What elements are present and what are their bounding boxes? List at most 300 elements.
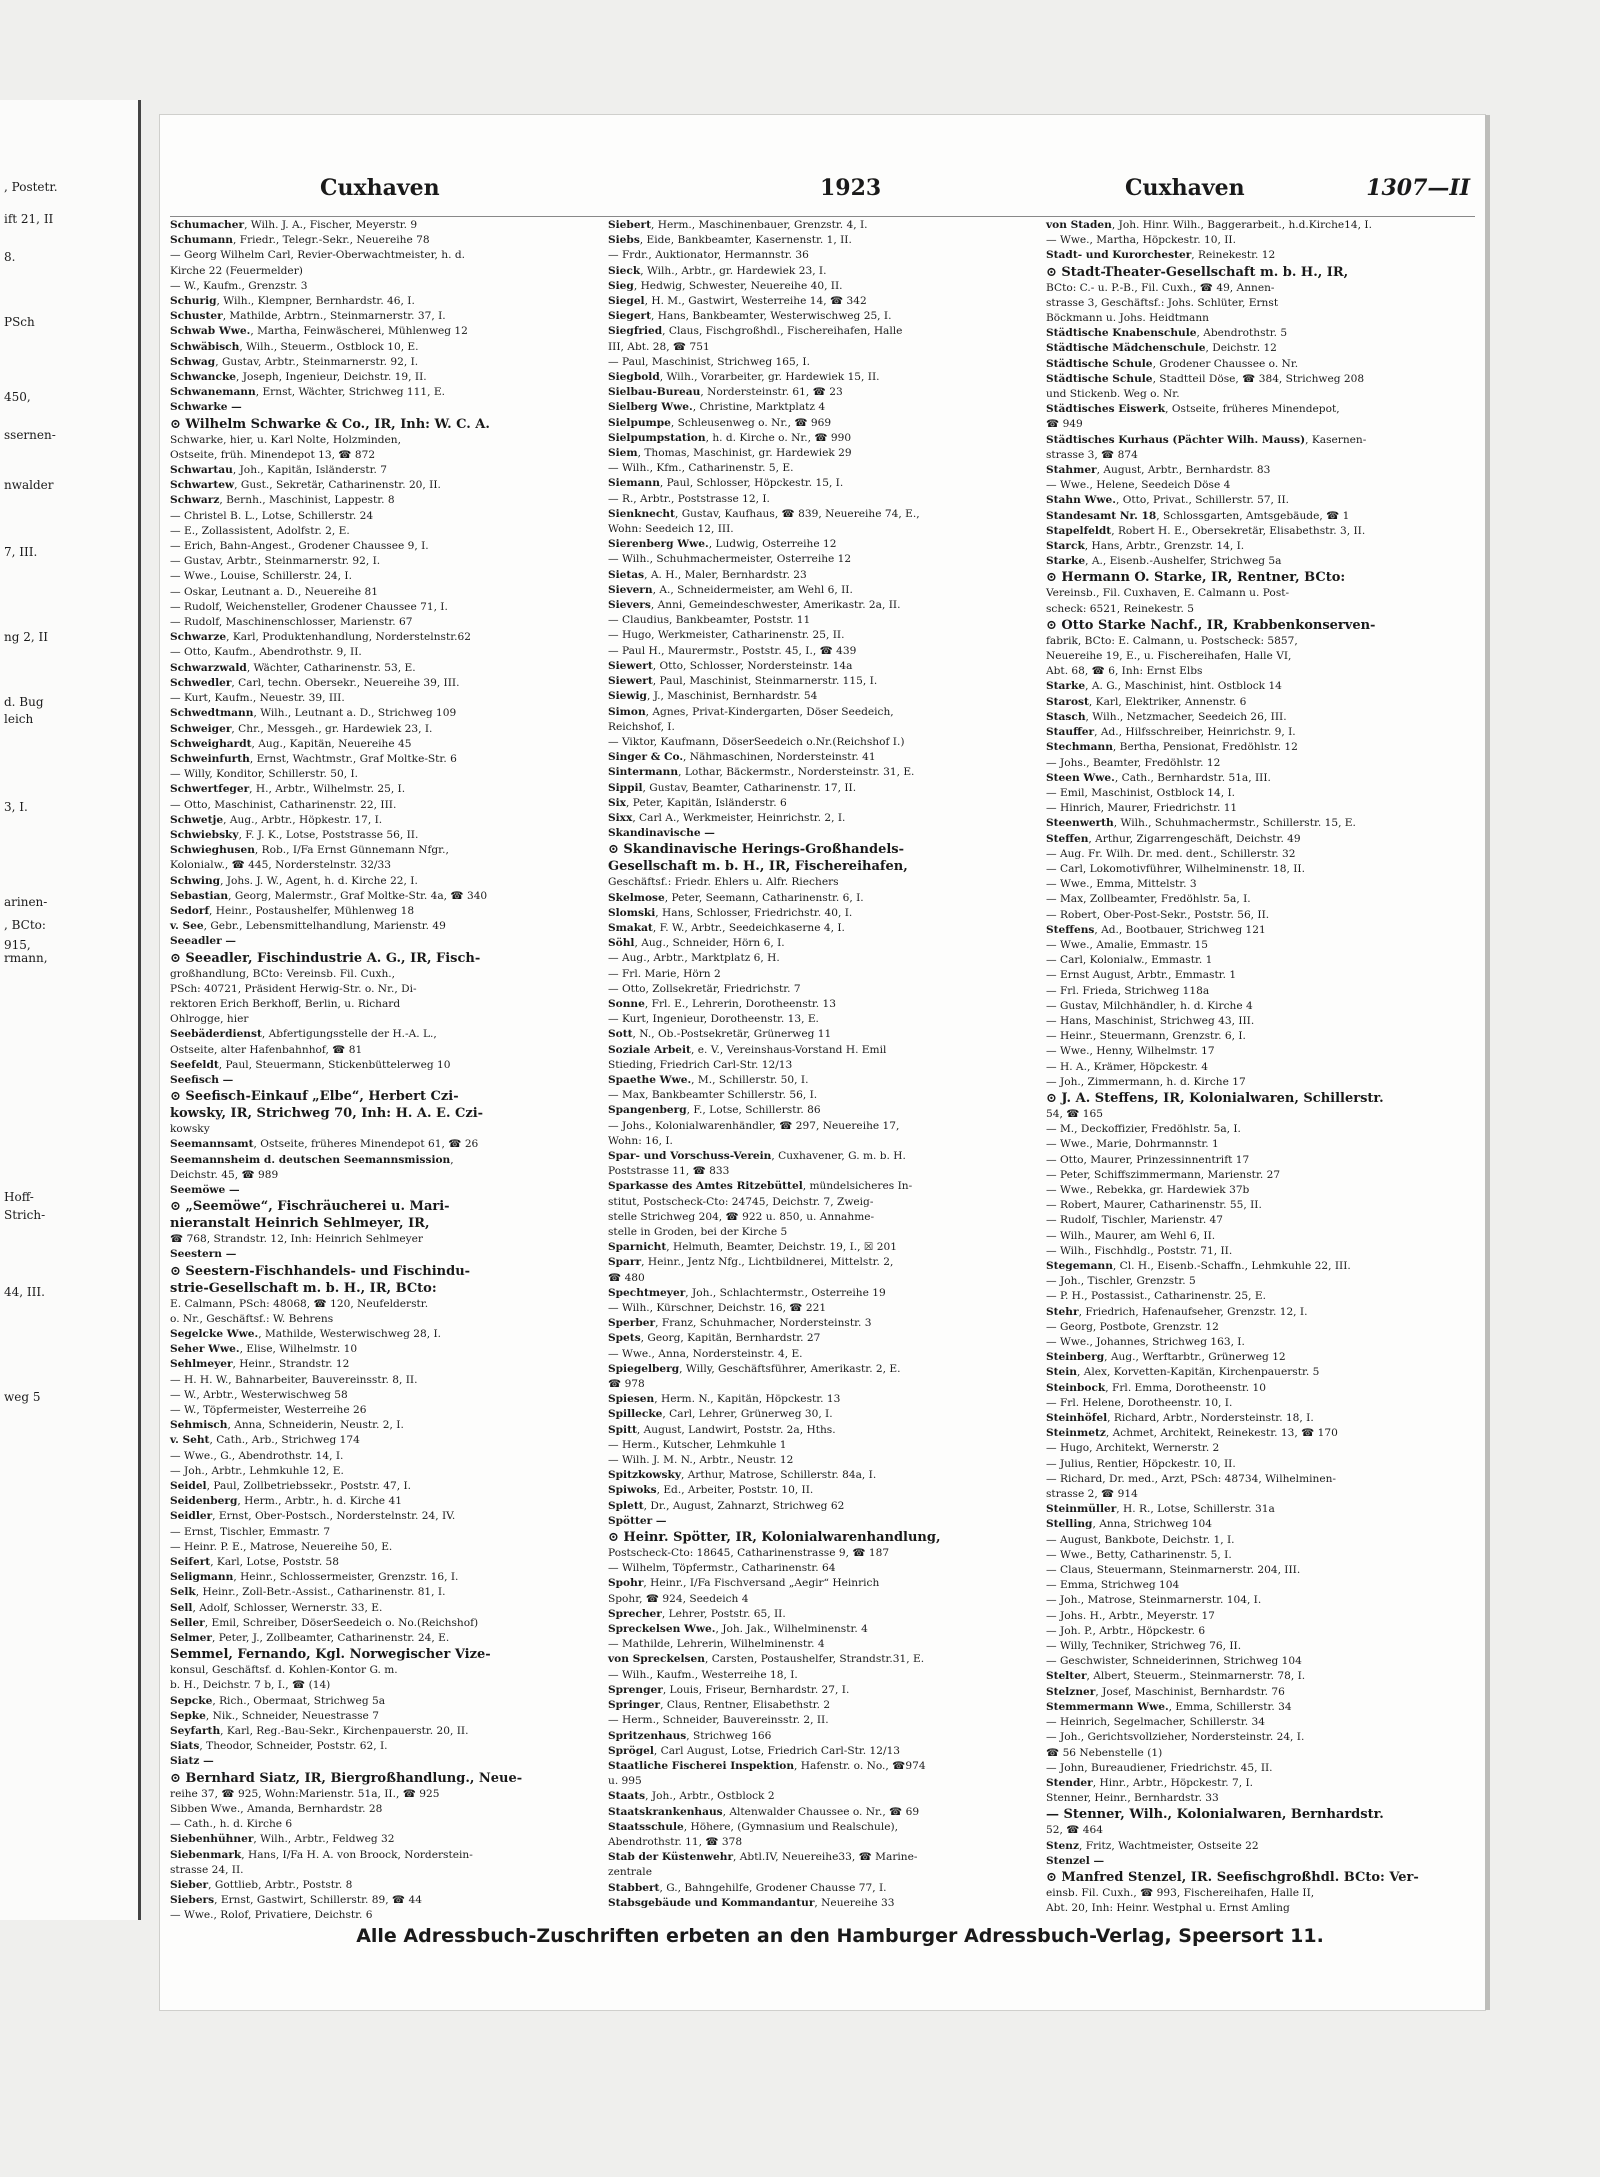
- fragment-text: rmann,: [4, 951, 48, 965]
- directory-entry: — Otto, Maschinist, Catharinenstr. 22, III.: [170, 798, 397, 811]
- directory-entry: Sielpumpstation, h. d. Kirche o. Nr., ☎ 990: [608, 431, 852, 444]
- directory-entry: ☎ 949: [1046, 418, 1083, 431]
- directory-entry: Sott, N., Ob.-Postsekretär, Grünerweg 11: [608, 1028, 832, 1041]
- directory-entry: Spangenberg, F., Lotse, Schillerstr. 86: [608, 1104, 821, 1117]
- directory-entry: Steinberg, Aug., Werftarbtr., Grünerweg 12: [1046, 1351, 1286, 1364]
- directory-entry: Schwieghusen, Rob., I/Fa Ernst Günnemann Nfgr.,: [170, 844, 449, 857]
- header-rule: [170, 216, 1475, 217]
- directory-entry: Simon, Agnes, Privat-Kindergarten, Döser Seedeich,: [608, 705, 894, 718]
- directory-entry: — W., Kaufm., Grenzstr. 3: [170, 279, 308, 292]
- directory-entry: ⊙ Skandinavische Herings-Großhandels-: [608, 842, 905, 858]
- fragment-text: ssernen-: [4, 428, 56, 442]
- directory-entry: Schweighardt, Aug., Kapitän, Neuereihe 45: [170, 737, 412, 750]
- directory-entry: Siebers, Ernst, Gastwirt, Schillerstr. 89, ☎ 44: [170, 1894, 422, 1907]
- directory-entry: großhandlung, BCto: Vereinsb. Fil. Cuxh.,: [170, 967, 396, 980]
- directory-entry: — Wwe., Henny, Wilhelmstr. 17: [1046, 1045, 1215, 1058]
- fragment-text: leich: [4, 712, 34, 726]
- directory-entry: — Wilh. J. M. N., Arbtr., Neustr. 12: [608, 1454, 794, 1467]
- directory-entry: Schwarke —: [170, 401, 242, 414]
- directory-entry: 52, ☎ 464: [1046, 1824, 1103, 1837]
- fragment-text: 3, I.: [4, 800, 28, 814]
- directory-entry: — Wilh., Fischhdlg., Poststr. 71, II.: [1046, 1244, 1233, 1257]
- directory-entry: Seestern —: [170, 1248, 237, 1261]
- directory-entry: Sonne, Frl. E., Lehrerin, Dorotheenstr. 13: [608, 997, 837, 1010]
- directory-entry: Schwarze, Karl, Produktenhandlung, Norderstelnstr.62: [170, 631, 471, 644]
- directory-entry: strie-Gesellschaft m. b. H., IR, BCto:: [170, 1280, 437, 1296]
- directory-entry: Ostseite, früh. Minendepot 13, ☎ 872: [170, 448, 376, 461]
- directory-entry: Schwing, Johs. J. W., Agent, h. d. Kirche 22, I.: [170, 874, 418, 887]
- directory-entry: — Peter, Schiffszimmermann, Marienstr. 27: [1046, 1168, 1281, 1181]
- directory-entry: — Hans, Maschinist, Strichweg 43, III.: [1046, 1014, 1255, 1027]
- directory-entry: einsb. Fil. Cuxh., ☎ 993, Fischereihafen, Halle II,: [1046, 1886, 1315, 1899]
- directory-entry: — Emma, Strichweg 104: [1046, 1579, 1180, 1592]
- directory-entry: Neuereihe 19, E., u. Fischereihafen, Halle VI,: [1046, 650, 1292, 663]
- directory-entry: — Joh., Gerichtsvollzieher, Nordersteinstr. 24, I.: [1046, 1731, 1305, 1744]
- directory-entry: Stenner, Heinr., Bernhardstr. 33: [1046, 1792, 1219, 1805]
- directory-entry: — John, Bureaudiener, Friedrichstr. 45, II.: [1046, 1761, 1273, 1774]
- directory-entry: Siebenhühner, Wilh., Arbtr., Feldweg 32: [170, 1833, 395, 1846]
- directory-entry: Seifert, Karl, Lotse, Poststr. 58: [170, 1556, 340, 1569]
- directory-entry: — Georg Wilhelm Carl, Revier-Oberwachtmeister, h. d.: [170, 249, 465, 262]
- directory-entry: Siebert, Herm., Maschinenbauer, Grenzstr. 4, I.: [608, 219, 868, 231]
- directory-entry: — R., Arbtr., Poststrasse 12, I.: [608, 492, 770, 505]
- directory-entry: stitut, Postscheck-Cto: 24745, Deichstr. 7, Zweig-: [608, 1195, 874, 1208]
- directory-entry: ⊙ Seefisch-Einkauf „Elbe“, Herbert Czi-: [170, 1089, 459, 1105]
- directory-entry: Seidenberg, Herm., Arbtr., h. d. Kirche 41: [170, 1495, 402, 1508]
- directory-entry: — Wwe., Johannes, Strichweg 163, I.: [1046, 1336, 1245, 1349]
- directory-entry: Postscheck-Cto: 18645, Catharinenstrasse 9, ☎ 187: [608, 1547, 890, 1560]
- directory-entry: und Stickenb. Weg o. Nr.: [1046, 388, 1180, 401]
- directory-entry: Siatz —: [170, 1755, 214, 1768]
- directory-entry: — Wwe., Martha, Höpckestr. 10, II.: [1046, 234, 1236, 247]
- directory-entry: ☎ 56 Nebenstelle (1): [1046, 1746, 1163, 1759]
- directory-entry: kowsky: [170, 1123, 210, 1136]
- directory-entry: — Gustav, Arbtr., Steinmarnerstr. 92, I.: [170, 555, 381, 568]
- directory-entry: Sielpumpe, Schleusenweg o. Nr., ☎ 969: [608, 416, 832, 429]
- directory-entry: — Cath., h. d. Kirche 6: [170, 1818, 293, 1831]
- directory-entry: — Aug. Fr. Wilh. Dr. med. dent., Schillerstr. 32: [1046, 847, 1296, 860]
- directory-entry: Schwiebsky, F. J. K., Lotse, Poststrasse 56, II.: [170, 828, 419, 841]
- directory-entry: — M., Deckoffizier, Fredöhlstr. 5a, I.: [1046, 1123, 1241, 1136]
- directory-entry: — Wwe., Rebekka, gr. Hardewiek 37b: [1046, 1183, 1250, 1196]
- directory-entry: Segelcke Wwe., Mathilde, Westerwischweg 28, I.: [170, 1328, 441, 1340]
- directory-entry: v. See, Gebr., Lebensmittelhandlung, Marienstr. 49: [170, 920, 446, 933]
- directory-entry: Spaethe Wwe., M., Schillerstr. 50, I.: [608, 1073, 809, 1086]
- directory-entry: PSch: 40721, Präsident Herwig-Str. o. Nr., Di-: [170, 982, 417, 995]
- directory-entry: ⊙ J. A. Steffens, IR, Kolonialwaren, Schillerstr.: [1046, 1090, 1384, 1106]
- directory-entry: Sietas, A. H., Maler, Bernhardstr. 23: [608, 568, 807, 581]
- directory-entry: Kolonialw., ☎ 445, Norderstelnstr. 32/33: [170, 859, 391, 872]
- directory-entry: ⊙ Manfred Stenzel, IR. Seefischgroßhdl. BCto: Ver-: [1046, 1869, 1419, 1885]
- directory-entry: Sedorf, Heinr., Postaushelfer, Mühlenweg 18: [170, 904, 415, 917]
- directory-entry: Städtisches Kurhaus (Pächter Wilh. Mauss), Kasernen-: [1046, 433, 1367, 446]
- directory-entry: Siegbold, Wilh., Vorarbeiter, gr. Hardewiek 15, II.: [608, 371, 880, 384]
- directory-entry: Spiesen, Herm. N., Kapitän, Höpckestr. 13: [608, 1393, 841, 1406]
- directory-entry: Abendrothstr. 11, ☎ 378: [608, 1835, 743, 1848]
- directory-entry: Steffen, Arthur, Zigarrengeschäft, Deichstr. 49: [1046, 832, 1301, 845]
- directory-entry: — Oskar, Leutnant a. D., Neuereihe 81: [170, 585, 378, 598]
- fragment-text: nwalder: [4, 478, 54, 492]
- fragment-text: Hoff-: [4, 1190, 34, 1204]
- directory-entry: ☎ 480: [608, 1271, 645, 1284]
- directory-entry: v. Seht, Cath., Arb., Strichweg 174: [170, 1434, 360, 1447]
- directory-entry: — Claus, Steuermann, Steinmarnerstr. 204, III.: [1046, 1564, 1301, 1577]
- directory-entry: — Wwe., Betty, Catharinenstr. 5, I.: [1046, 1548, 1232, 1561]
- directory-entry: Staats, Joh., Arbtr., Ostblock 2: [608, 1790, 775, 1803]
- directory-entry: Siem, Thomas, Maschinist, gr. Hardewiek 29: [608, 447, 852, 460]
- directory-entry: — Carl, Lokomotivführer, Wilhelminenstr. 18, II.: [1046, 862, 1305, 875]
- directory-entry: fabrik, BCto: E. Calmann, u. Postscheck: 5857,: [1046, 634, 1298, 647]
- directory-entry: — Johs., Kolonialwarenhändler, ☎ 297, Neuereihe 17,: [608, 1119, 900, 1132]
- directory-entry: b. H., Deichstr. 7 b, I., ☎ (14): [170, 1679, 331, 1692]
- directory-entry: Sehmisch, Anna, Schneiderin, Neustr. 2, I.: [170, 1419, 404, 1432]
- directory-entry: Schwartew, Gust., Sekretär, Catharinenstr. 20, II.: [170, 479, 441, 492]
- directory-entry: Stelling, Anna, Strichweg 104: [1046, 1518, 1212, 1531]
- directory-entry: Sippil, Gustav, Beamter, Catharinenstr. 17, II.: [608, 781, 857, 794]
- directory-entry: Abt. 68, ☎ 6, Inh: Ernst Elbs: [1046, 665, 1203, 678]
- directory-entry: Stenzel —: [1046, 1854, 1105, 1867]
- directory-entry: Siewert, Otto, Schlosser, Nordersteinstr. 14a: [608, 659, 853, 672]
- directory-entry: ⊙ „Seemöwe“, Fischräucherei u. Mari-: [170, 1199, 450, 1215]
- directory-entry: Spiegelberg, Willy, Geschäftsführer, Amerikastr. 2, E.: [608, 1362, 901, 1375]
- directory-entry: Sintermann, Lothar, Bäckermstr., Nordersteinstr. 31, E.: [608, 766, 915, 779]
- directory-entry: ☎ 978: [608, 1378, 645, 1391]
- directory-entry: — Kurt, Ingenieur, Dorotheenstr. 13, E.: [608, 1013, 819, 1026]
- directory-entry: Stelzner, Josef, Maschinist, Bernhardstr. 76: [1046, 1685, 1285, 1698]
- directory-entry: Slomski, Hans, Schlosser, Friedrichstr. 40, I.: [608, 906, 853, 919]
- directory-entry: Sienknecht, Gustav, Kaufhaus, ☎ 839, Neuereihe 74, E.,: [608, 507, 920, 520]
- directory-entry: Städtische Schule, Stadtteil Döse, ☎ 384, Strichweg 208: [1046, 372, 1365, 385]
- directory-entry: — Richard, Dr. med., Arzt, PSch: 48734, Wilhelminen-: [1046, 1472, 1336, 1485]
- directory-entry: Spets, Georg, Kapitän, Bernhardstr. 27: [608, 1332, 821, 1345]
- directory-entry: Sieck, Wilh., Arbtr., gr. Hardewiek 23, I.: [608, 264, 827, 277]
- directory-entry: Stab der Küstenwehr, Abtl.IV, Neuereihe33, ☎ Marine-: [608, 1851, 918, 1864]
- directory-entry: — Heinr., Steuermann, Grenzstr. 6, I.: [1046, 1030, 1246, 1043]
- directory-entry: — Joh. P., Arbtr., Höpckestr. 6: [1046, 1624, 1206, 1637]
- directory-page: [160, 115, 1485, 2010]
- directory-entry: ⊙ Hermann O. Starke, IR, Rentner, BCto:: [1046, 570, 1346, 586]
- directory-entry: — Joh., Matrose, Steinmarnerstr. 104, I.: [1046, 1594, 1262, 1607]
- directory-entry: Selmer, Peter, J., Zollbeamter, Catharinenstr. 24, E.: [170, 1632, 450, 1645]
- directory-entry: Sehlmeyer, Heinr., Strandstr. 12: [170, 1358, 350, 1371]
- directory-entry: Siats, Theodor, Schneider, Poststr. 62, I.: [170, 1740, 388, 1753]
- directory-entry: Geschäftsf.: Friedr. Ehlers u. Alfr. Riechers: [608, 876, 839, 889]
- directory-entry: — Christel B. L., Lotse, Schillerstr. 24: [170, 509, 374, 522]
- directory-entry: Steffens, Ad., Bootbauer, Strichweg 121: [1046, 923, 1266, 936]
- directory-columns: [170, 218, 1475, 1922]
- directory-entry: ⊙ Stadt-Theater-Gesellschaft m. b. H., IR,: [1046, 264, 1349, 280]
- directory-entry: III, Abt. 28, ☎ 751: [608, 340, 710, 353]
- directory-entry: Sievern, A., Schneidermeister, am Wehl 6, II.: [608, 583, 853, 596]
- directory-entry: Städtisches Eiswerk, Ostseite, früheres Minendepot,: [1046, 403, 1340, 416]
- directory-entry: Schwäbisch, Wilh., Steuerm., Ostblock 10, E.: [170, 340, 419, 353]
- directory-entry: Sierenberg Wwe., Ludwig, Osterreihe 12: [608, 538, 837, 551]
- directory-entry: Siegfried, Claus, Fischgroßhdl., Fischereihafen, Halle: [608, 325, 903, 338]
- directory-entry: — Johs., Beamter, Fredöhlstr. 12: [1046, 756, 1221, 769]
- directory-entry: Steen Wwe., Cath., Bernhardstr. 51a, III.: [1046, 771, 1271, 784]
- directory-entry: — Emil, Maschinist, Ostblock 14, I.: [1046, 786, 1236, 799]
- directory-entry: Schwedtmann, Wilh., Leutnant a. D., Strichweg 109: [170, 707, 457, 720]
- directory-entry: — Wwe., G., Abendrothstr. 14, I.: [170, 1449, 344, 1462]
- directory-entry: Steinmetz, Achmet, Architekt, Reinekestr. 13, ☎ 170: [1046, 1427, 1338, 1440]
- directory-entry: — Rudolf, Weichensteller, Grodener Chaussee 71, I.: [170, 600, 448, 613]
- directory-entry: Schwag, Gustav, Arbtr., Steinmarnerstr. 92, I.: [170, 355, 419, 368]
- directory-entry: konsul, Geschäftsf. d. Kohlen-Kontor G. m.: [170, 1664, 398, 1677]
- directory-entry: Seidler, Ernst, Ober-Postsch., Norderstelnstr. 24, IV.: [170, 1510, 456, 1523]
- directory-entry: — Wilh., Kaufm., Westerreihe 18, I.: [608, 1668, 798, 1681]
- directory-entry: Stein, Alex, Korvetten-Kapitän, Kirchenpauerstr. 5: [1046, 1366, 1320, 1379]
- directory-entry: Kirche 22 (Feuermelder): [170, 264, 303, 277]
- directory-entry: reihe 37, ☎ 925, Wohn:Marienstr. 51a, II., ☎ 925: [170, 1787, 440, 1800]
- header-left-city: Cuxhaven: [320, 175, 440, 201]
- page-edge: [1485, 115, 1490, 2010]
- directory-entry: — Aug., Arbtr., Marktplatz 6, H.: [608, 952, 780, 965]
- directory-entry: scheck: 6521, Reinekestr. 5: [1046, 602, 1194, 615]
- directory-entry: — Johs. H., Arbtr., Meyerstr. 17: [1046, 1609, 1215, 1622]
- directory-entry: Sparkasse des Amtes Ritzebüttel, mündelsicheres In-: [608, 1180, 913, 1193]
- directory-entry: Singer & Co., Nähmaschinen, Nordersteinstr. 41: [608, 751, 876, 764]
- directory-entry: Smakat, F. W., Arbtr., Seedeichkaserne 4, I.: [608, 921, 845, 934]
- directory-entry: Seemannsheim d. deutschen Seemannsmission,: [170, 1153, 454, 1166]
- directory-entry: Schwarke, hier, u. Karl Nolte, Holzminden,: [170, 433, 401, 446]
- directory-entry: Sebastian, Georg, Malermstr., Graf Moltke-Str. 4a, ☎ 340: [170, 889, 488, 902]
- directory-entry: Deichstr. 45, ☎ 989: [170, 1168, 279, 1181]
- directory-entry: Spitzkowsky, Arthur, Matrose, Schillerstr. 84a, I.: [608, 1469, 877, 1482]
- directory-entry: Skandinavische —: [608, 827, 715, 840]
- directory-entry: Stasch, Wilh., Netzmacher, Seedeich 26, III.: [1046, 710, 1287, 723]
- directory-entry: Steinbock, Frl. Emma, Dorotheenstr. 10: [1046, 1381, 1266, 1394]
- directory-entry: Wohn: Seedeich 12, III.: [608, 523, 734, 536]
- directory-entry: — Wilh., Schuhmachermeister, Osterreihe 12: [608, 553, 852, 566]
- fragment-text: Strich-: [4, 1208, 46, 1222]
- directory-entry: — Wilh., Kfm., Catharinenstr. 5, E.: [608, 462, 794, 475]
- directory-entry: Schwab Wwe., Martha, Feinwäscherei, Mühlenweg 12: [170, 325, 468, 338]
- directory-entry: Spreckelsen Wwe., Joh. Jak., Wilhelminenstr. 4: [608, 1623, 868, 1636]
- directory-entry: — Herm., Schneider, Bauvereinsstr. 2, II.: [608, 1714, 829, 1727]
- directory-entry: Seebäderdienst, Abfertigungsstelle der H.-A. L.,: [170, 1028, 437, 1041]
- directory-entry: Stieding, Friedrich Carl-Str. 12/13: [608, 1058, 793, 1071]
- directory-entry: — Wilh., Kürschner, Deichstr. 16, ☎ 221: [608, 1302, 827, 1315]
- directory-entry: — Viktor, Kaufmann, DöserSeedeich o.Nr.(Reichshof I.): [608, 735, 905, 748]
- directory-entry: Starke, A. G., Maschinist, hint. Ostblock 14: [1046, 680, 1282, 693]
- directory-entry: — Gustav, Milchhändler, h. d. Kirche 4: [1046, 999, 1253, 1012]
- fragment-text: , Postetr.: [4, 180, 58, 194]
- directory-entry: — Otto, Maurer, Prinzessinnentrift 17: [1046, 1153, 1250, 1166]
- directory-entry: — Julius, Rentier, Höpckestr. 10, II.: [1046, 1457, 1236, 1470]
- directory-entry: Steinmüller, H. R., Lotse, Schillerstr. 31a: [1046, 1503, 1275, 1516]
- directory-entry: Starke, A., Eisenb.-Aushelfer, Strichweg 5a: [1046, 555, 1282, 568]
- directory-entry: Standesamt Nr. 18, Schlossgarten, Amtsgebäude, ☎ 1: [1046, 509, 1350, 522]
- directory-entry: Seidel, Paul, Zollbetriebssekr., Poststr. 47, I.: [170, 1480, 411, 1493]
- directory-entry: Steenwerth, Wilh., Schuhmachermstr., Schillerstr. 15, E.: [1046, 817, 1356, 830]
- directory-entry: — Max, Bankbeamter Schillerstr. 56, I.: [608, 1089, 818, 1102]
- directory-entry: — Wilh., Maurer, am Wehl 6, II.: [1046, 1229, 1216, 1242]
- directory-entry: Staatliche Fischerei Inspektion, Hafenstr. o. No., ☎974: [608, 1759, 926, 1772]
- directory-entry: Sielberg Wwe., Christine, Marktplatz 4: [608, 401, 826, 414]
- directory-entry: Stauffer, Ad., Hilfsschreiber, Heinrichstr. 9, I.: [1046, 726, 1296, 739]
- directory-entry: Stehr, Friedrich, Hafenaufseher, Grenzstr. 12, I.: [1046, 1305, 1308, 1318]
- fragment-text: , BCto:: [4, 918, 46, 932]
- directory-entry: Spötter —: [608, 1514, 667, 1527]
- directory-entry: Schwedler, Carl, techn. Obersekr., Neuereihe 39, III.: [170, 676, 460, 689]
- directory-entry: Schwartau, Joh., Kapitän, Isländerstr. 7: [170, 464, 387, 477]
- directory-entry: Vereinsb., Fil. Cuxhaven, E. Calmann u. Post-: [1046, 587, 1290, 600]
- directory-entry: strasse 3, Geschäftsf.: Johs. Schlüter, Ernst: [1046, 296, 1279, 309]
- directory-entry: Abt. 20, Inh: Heinr. Westphal u. Ernst Amling: [1046, 1902, 1290, 1915]
- directory-entry: — Hugo, Werkmeister, Catharinenstr. 25, II.: [608, 629, 845, 642]
- directory-entry: Schumann, Friedr., Telegr.-Sekr., Neuereihe 78: [170, 234, 430, 247]
- directory-entry: — Carl, Kolonialw., Emmastr. 1: [1046, 954, 1213, 967]
- header-page-number: 1307—II: [1366, 175, 1470, 201]
- directory-entry: strasse 3, ☎ 874: [1046, 448, 1138, 461]
- directory-entry: ⊙ Otto Starke Nachf., IR, Krabbenkonserven-: [1046, 617, 1376, 633]
- directory-entry: Städtische Mädchenschule, Deichstr. 12: [1046, 342, 1277, 355]
- directory-entry: — Wwe., Amalie, Emmastr. 15: [1046, 938, 1209, 951]
- directory-entry: nieranstalt Heinrich Sehlmeyer, IR,: [170, 1216, 430, 1232]
- directory-entry: Stadt- und Kurorchester, Reinekestr. 12: [1046, 249, 1276, 262]
- directory-entry: — Mathilde, Lehrerin, Wilhelminenstr. 4: [608, 1638, 825, 1651]
- directory-entry: Seefisch —: [170, 1073, 234, 1086]
- directory-entry: o. Nr., Geschäftsf.: W. Behrens: [170, 1312, 334, 1325]
- directory-entry: Sprögel, Carl August, Lotse, Friedrich Carl-Str. 12/13: [608, 1744, 901, 1757]
- directory-entry: Starck, Hans, Arbtr., Grenzstr. 14, I.: [1046, 540, 1245, 553]
- directory-entry: ☎ 768, Strandstr. 12, Inh: Heinrich Sehlmeyer: [170, 1233, 423, 1246]
- directory-entry: Sepke, Nik., Schneider, Neuestrasse 7: [170, 1709, 379, 1722]
- directory-entry: Stechmann, Bertha, Pensionat, Fredöhlstr. 12: [1046, 741, 1298, 754]
- header-right-city: Cuxhaven: [1125, 175, 1245, 201]
- directory-entry: — Paul, Maschinist, Strichweg 165, I.: [608, 355, 810, 368]
- fragment-text: PSch: [4, 315, 35, 329]
- directory-entry: strasse 24, II.: [170, 1863, 244, 1876]
- column-1: [170, 218, 598, 1922]
- directory-entry: Siewig, J., Maschinist, Bernhardstr. 54: [608, 690, 818, 703]
- directory-entry: Starost, Karl, Elektriker, Annenstr. 6: [1046, 695, 1247, 708]
- directory-entry: Sprecher, Lehrer, Poststr. 65, II.: [608, 1607, 786, 1620]
- directory-entry: Stender, Hinr., Arbtr., Höpckestr. 7, I.: [1046, 1776, 1254, 1789]
- directory-entry: — H. H. W., Bahnarbeiter, Bauvereinsstr. 8, II.: [170, 1373, 418, 1386]
- fragment-text: ng 2, II: [4, 630, 48, 644]
- directory-entry: Steinhöfel, Richard, Arbtr., Nordersteinstr. 18, I.: [1046, 1412, 1314, 1425]
- directory-entry: Seefeldt, Paul, Steuermann, Stickenbüttelerweg 10: [170, 1058, 451, 1071]
- directory-entry: Schwertfeger, H., Arbtr., Wilhelmstr. 25, I.: [170, 783, 406, 796]
- directory-entry: Siegel, H. M., Gastwirt, Westerreihe 14, ☎ 342: [608, 295, 867, 308]
- directory-entry: Stabbert, G., Bahngehilfe, Grodener Chausse 77, I.: [608, 1881, 887, 1894]
- directory-entry: Siebs, Eide, Bankbeamter, Kasernenstr. 1, II.: [608, 234, 852, 247]
- directory-entry: — Joh., Zimmermann, h. d. Kirche 17: [1046, 1075, 1246, 1088]
- directory-entry: strasse 2, ☎ 914: [1046, 1488, 1138, 1501]
- directory-entry: Söhl, Aug., Schneider, Hörn 6, I.: [608, 937, 785, 950]
- directory-entry: — Wwe., Emma, Mittelstr. 3: [1046, 878, 1197, 891]
- fragment-text: d. Bug: [4, 695, 44, 709]
- directory-entry: — Paul H., Maurermstr., Poststr. 45, I., ☎ 439: [608, 644, 857, 657]
- column-3: [1046, 218, 1474, 1913]
- directory-entry: — E., Zollassistent, Adolfstr. 2, E.: [170, 524, 350, 537]
- directory-entry: Stenz, Fritz, Wachtmeister, Ostseite 22: [1046, 1839, 1259, 1852]
- directory-entry: — Ernst August, Arbtr., Emmastr. 1: [1046, 969, 1237, 982]
- directory-entry: Schurig, Wilh., Klempner, Bernhardstr. 46, I.: [170, 295, 415, 308]
- directory-entry: Spritzenhaus, Strichweg 166: [608, 1729, 772, 1742]
- directory-entry: Stemmermann Wwe., Emma, Schillerstr. 34: [1046, 1700, 1292, 1713]
- fragment-text: 450,: [4, 390, 31, 404]
- directory-entry: Spiwoks, Ed., Arbeiter, Poststr. 10, II.: [608, 1484, 814, 1497]
- directory-entry: Stahmer, August, Arbtr., Bernhardstr. 83: [1046, 464, 1271, 477]
- directory-entry: — P. H., Postassist., Catharinenstr. 25, E.: [1046, 1290, 1266, 1303]
- directory-entry: Böckmann u. Johs. Heidtmann: [1046, 312, 1210, 325]
- directory-entry: Sieg, Hedwig, Schwester, Neuereihe 40, II.: [608, 279, 843, 292]
- directory-entry: Sparnicht, Helmuth, Beamter, Deichstr. 19, I., ☒ 201: [608, 1241, 897, 1254]
- directory-entry: Schwanemann, Ernst, Wächter, Strichweg 111, E.: [170, 386, 445, 399]
- directory-entry: Schwarz, Bernh., Maschinist, Lappestr. 8: [170, 494, 395, 507]
- directory-entry: — Wilhelm, Töpfermstr., Catharinenstr. 64: [608, 1562, 836, 1575]
- directory-entry: ⊙ Seestern-Fischhandels- und Fischindu-: [170, 1263, 471, 1279]
- directory-entry: — Otto, Kaufm., Abendrothstr. 9, II.: [170, 646, 362, 659]
- directory-entry: Sell, Adolf, Schlosser, Wernerstr. 33, E.: [170, 1601, 383, 1614]
- directory-entry: Städtische Schule, Grodener Chaussee o. Nr.: [1046, 357, 1299, 370]
- directory-entry: — Heinr. P. E., Matrose, Neuereihe 50, E.: [170, 1540, 393, 1553]
- directory-entry: Schwancke, Joseph, Ingenieur, Deichstr. 19, II.: [170, 371, 427, 384]
- directory-entry: 54, ☎ 165: [1046, 1107, 1103, 1120]
- directory-entry: — August, Bankbote, Deichstr. 1, I.: [1046, 1533, 1235, 1546]
- directory-entry: — Joh., Arbtr., Lehmkuhle 12, E.: [170, 1464, 344, 1477]
- directory-entry: — Wwe., Louise, Schillerstr. 24, I.: [170, 570, 352, 583]
- page-header: [160, 175, 1485, 215]
- directory-entry: Seher Wwe., Elise, Wilhelmstr. 10: [170, 1343, 358, 1356]
- directory-entry: — Joh., Tischler, Grenzstr. 5: [1046, 1275, 1196, 1288]
- fragment-text: weg 5: [4, 1390, 41, 1404]
- fragment-text: ift 21, II: [4, 212, 54, 226]
- directory-entry: Stegemann, Cl. H., Eisenb.-Schaffn., Lehmkuhle 22, III.: [1046, 1260, 1351, 1272]
- header-year: 1923: [820, 175, 882, 201]
- directory-entry: — Heinrich, Segelmacher, Schillerstr. 34: [1046, 1716, 1265, 1729]
- directory-entry: ⊙ Seeadler, Fischindustrie A. G., IR, Fisch-: [170, 950, 481, 966]
- fragment-text: 915,: [4, 938, 31, 952]
- adjacent-page-fragment: [0, 100, 141, 1920]
- fragment-text: arinen-: [4, 895, 48, 909]
- directory-entry: Sixx, Carl A., Werkmeister, Heinrichstr. 2, I.: [608, 811, 846, 824]
- directory-entry: Staatsschule, Höhere, (Gymnasium und Realschule),: [608, 1820, 898, 1833]
- directory-entry: — Frdr., Auktionator, Hermannstr. 36: [608, 249, 809, 262]
- directory-entry: — Herm., Kutscher, Lehmkuhle 1: [608, 1438, 787, 1451]
- directory-entry: Siewert, Paul, Maschinist, Steinmarnerstr. 115, I.: [608, 675, 878, 688]
- directory-entry: Spar- und Vorschuss-Verein, Cuxhavener, G. m. b. H.: [608, 1149, 906, 1162]
- directory-entry: u. 995: [608, 1775, 642, 1788]
- directory-entry: — Hugo, Architekt, Wernerstr. 2: [1046, 1442, 1220, 1455]
- directory-entry: Selk, Heinr., Zoll-Betr.-Assist., Catharinenstr. 81, I.: [170, 1586, 446, 1599]
- directory-entry: — Claudius, Bankbeamter, Poststr. 11: [608, 614, 811, 627]
- directory-entry: — Rudolf, Tischler, Marienstr. 47: [1046, 1214, 1224, 1227]
- directory-entry: — Wwe., Anna, Nordersteinstr. 4, E.: [608, 1347, 803, 1360]
- directory-entry: Stahn Wwe., Otto, Privat., Schillerstr. 57, II.: [1046, 494, 1290, 507]
- directory-entry: Schweiger, Chr., Messgeh., gr. Hardewiek 23, I.: [170, 722, 433, 735]
- directory-entry: — Wwe., Rolof, Privatiere, Deichstr. 6: [170, 1909, 373, 1922]
- directory-entry: BCto: C.- u. P.-B., Fil. Cuxh., ☎ 49, Annen-: [1046, 281, 1275, 294]
- directory-entry: Springer, Claus, Rentner, Elisabethstr. 2: [608, 1699, 831, 1712]
- directory-entry: Reichshof, I.: [608, 720, 675, 733]
- fragment-text: 44, III.: [4, 1285, 45, 1299]
- directory-entry: Sievers, Anni, Gemeindeschwester, Amerikastr. 2a, II.: [608, 599, 901, 612]
- directory-entry: — Otto, Zollsekretär, Friedrichstr. 7: [608, 982, 801, 995]
- directory-entry: Sparr, Heinr., Jentz Nfg., Lichtbildnerei, Mittelstr. 2,: [608, 1256, 894, 1269]
- directory-entry: — Erich, Bahn-Angest., Grodener Chaussee 9, I.: [170, 540, 429, 553]
- directory-entry: Siemann, Paul, Schlosser, Höpckestr. 15, I.: [608, 477, 844, 490]
- directory-entry: — Frl. Frieda, Strichweg 118a: [1046, 984, 1210, 997]
- directory-entry: Seeadler —: [170, 935, 237, 948]
- directory-entry: Schweinfurth, Ernst, Wachtmstr., Graf Moltke-Str. 6: [170, 752, 457, 765]
- directory-entry: — Rudolf, Maschinenschlosser, Marienstr. 67: [170, 616, 413, 629]
- directory-entry: — Frl. Marie, Hörn 2: [608, 967, 721, 980]
- directory-entry: — Georg, Postbote, Grenzstr. 12: [1046, 1320, 1219, 1333]
- directory-entry: Siegert, Hans, Bankbeamter, Westerwischweg 25, I.: [608, 310, 892, 323]
